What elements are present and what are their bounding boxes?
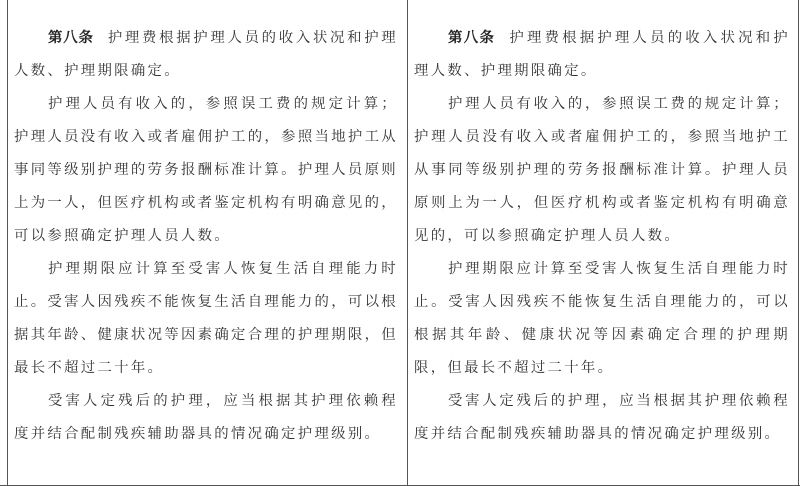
article-first-paragraph — [414, 22, 790, 88]
article-first-paragraph — [14, 22, 398, 88]
right-column-cell — [414, 22, 790, 451]
table-right-border — [798, 0, 799, 485]
paragraph-text: 护理费根据护理人员的收入状况和护理人数、护理期限确定。 — [414, 30, 790, 79]
paragraph: 受害人定残后的护理，应当根据其护理依赖程度并结合配制残疾辅助器具的情况确定护理级别。 — [414, 393, 790, 442]
paragraph: 护理人员有收入的，参照误工费的规定计算；护理人员没有收入或者雇佣护工的，参照当地护工从事同等级别护理的劳务报酬标准计算。护理人员原则上为一人，但医疗机构或者鉴定机构有明确意见的，可以参照确定护理人员人数。 — [414, 96, 790, 244]
left-column-cell — [14, 22, 398, 451]
paragraph: 护理人员有收入的，参照误工费的规定计算；护理人员没有收入或者雇佣护工的，参照当地护工从事同等级别护理的劳务报酬标准计算。护理人员原则上为一人，但医疗机构或者鉴定机构有明确意见的，可以参照确定护理人员人数。 — [14, 96, 398, 244]
table-column-divider — [407, 0, 408, 485]
paragraph: 受害人定残后的护理，应当根据其护理依赖程度并结合配制残疾辅助器具的情况确定护理级别。 — [14, 393, 398, 442]
article-label: 第八条 — [47, 30, 94, 46]
paragraph: 护理期限应计算至受害人恢复生活自理能力时止。受害人因残疾不能恢复生活自理能力的，可以根据其年龄、健康状况等因素确定合理的护理期限，但最长不超过二十年。 — [414, 261, 790, 376]
paragraph: 护理期限应计算至受害人恢复生活自理能力时止。受害人因残疾不能恢复生活自理能力的，可以根据其年龄、健康状况等因素确定合理的护理期限，但最长不超过二十年。 — [14, 261, 398, 376]
article-label: 第八条 — [447, 30, 496, 46]
table-left-border — [7, 0, 8, 485]
paragraph-text: 护理费根据护理人员的收入状况和护理人数、护理期限确定。 — [14, 30, 398, 79]
